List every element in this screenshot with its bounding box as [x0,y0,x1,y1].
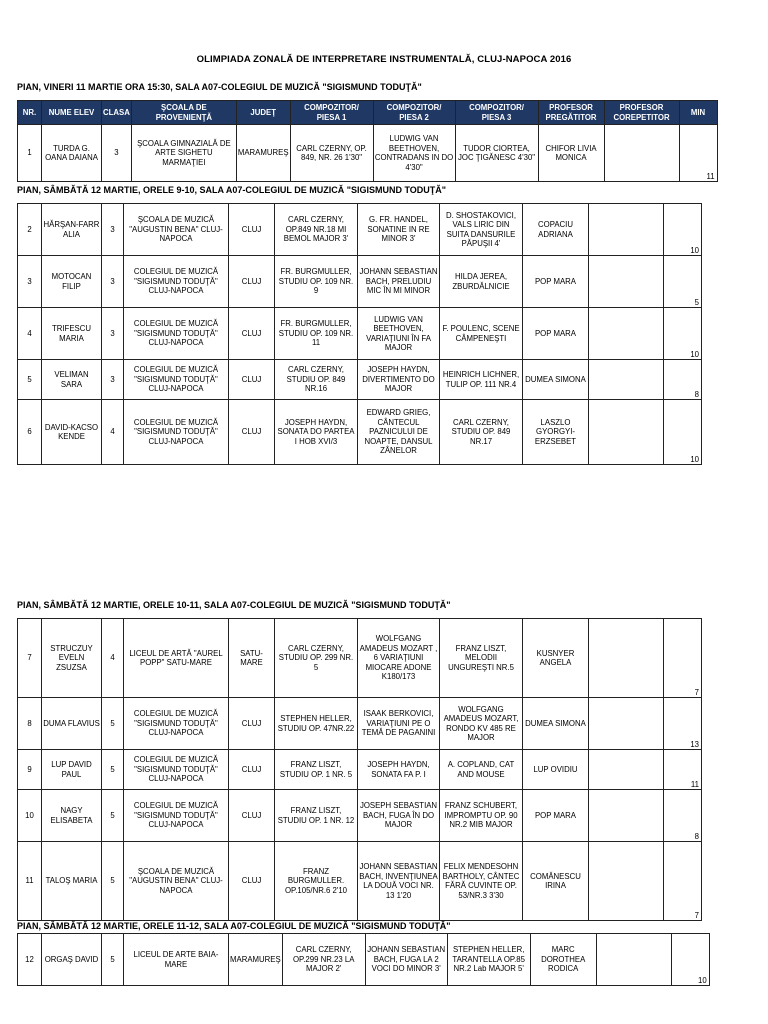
schedule-table-3 [17,618,702,921]
table-row [18,400,702,465]
cell-corepetitor [589,308,664,360]
cell-profesor: COMĂNESCU IRINA [523,842,589,921]
cell-profesor: POP MARA [523,790,589,842]
header-nr: NR. [18,101,42,125]
cell-piesa-1: FR. BURGMULLER, STUDIU OP. 109 NR. 11 [275,308,358,360]
cell-piesa-1: CARL CZERNY, OP.299 NR.23 LA MAJOR 2' [282,934,365,986]
cell-corepetitor [589,360,664,400]
header-judet: JUDEŢ [236,101,290,125]
cell-judet: CLUJ [229,750,275,790]
header-nume: NUME ELEV [42,101,102,125]
cell-piesa-1: FRANZ LISZT, STUDIU OP. 1 NR. 5 [275,750,358,790]
table-row [18,698,702,750]
cell-piesa-3: FELIX MENDESOHN BARTHOLY, CÂNTEC FĂRĂ CUVINTE OP. 53/NR.3 3'30 [440,842,523,921]
cell-nr: 4 [18,308,42,360]
cell-piesa-1: FRANZ LISZT, STUDIU OP. 1 NR. 12 [275,790,358,842]
table-row [18,125,718,182]
cell-scoala: COLEGIUL DE MUZICĂ "SIGISMUND TODUŢĂ" CLUJ-NAPOCA [124,360,229,400]
cell-clasa: 3 [102,256,124,308]
cell-scoala: COLEGIUL DE MUZICĂ "SIGISMUND TODUŢĂ" CLUJ-NAPOCA [124,256,229,308]
cell-scoala: ŞCOALA DE MUZICĂ "AUGUSTIN BENA" CLUJ-NAPOCA [124,842,229,921]
cell-piesa-2: JOHANN SEBASTIAN BACH, FUGA LA 2 VOCI DO MINOR 3' [365,934,447,986]
header-profesor: PROFESOR PREGĂTITOR [538,101,604,125]
table-row [18,619,702,698]
cell-nr: 5 [18,360,42,400]
cell-nr: 8 [18,698,42,750]
cell-piesa-1: FR. BURGMULLER, STUDIU OP. 109 NR. 9 [275,256,358,308]
cell-scoala: LICEUL DE ARTĂ "AUREL POPP" SATU-MARE [124,619,229,698]
header-piesa1: COMPOZITOR/ PIESA 1 [290,101,373,125]
cell-piesa-3: CARL CZERNY, STUDIU OP. 849 NR.17 [440,400,523,465]
cell-judet: MARAMUREŞ [236,125,290,182]
cell-corepetitor [589,842,664,921]
cell-nume-elev: ORGAŞ DAVID [42,934,102,986]
cell-clasa: 3 [102,308,124,360]
cell-judet: CLUJ [229,698,275,750]
cell-clasa: 4 [102,619,124,698]
cell-profesor: LASZLO GYORGYI-ERZSEBET [523,400,589,465]
cell-min: 10 [664,308,702,360]
table-row [18,842,702,921]
cell-scoala: COLEGIUL DE MUZICĂ "SIGISMUND TODUŢĂ" CLUJ-NAPOCA [124,790,229,842]
cell-piesa-3: HEINRICH LICHNER, TULIP OP. 111 NR.4 [440,360,523,400]
header-clasa: CLASA [102,101,132,125]
cell-piesa-1: CARL CZERNY, OP.849 NR.18 MI BEMOL MAJOR 3' [275,204,358,256]
table-row [18,934,710,986]
cell-min: 10 [671,934,709,986]
cell-profesor: CHIFOR LIVIA MONICA [538,125,604,182]
section-heading-2: PIAN, SÂMBĂTĂ 12 MARTIE, ORELE 9-10, SALA A07-COLEGIUL DE MUZICĂ "SIGISMUND TODUŢĂ" [17,185,447,195]
cell-profesor: COPACIU ADRIANA [523,204,589,256]
cell-piesa-3: F. POULENC, SCENE CÂMPENEŞTI [440,308,523,360]
cell-judet: CLUJ [229,204,275,256]
cell-min: 10 [664,400,702,465]
cell-nr: 3 [18,256,42,308]
cell-judet: CLUJ [229,256,275,308]
cell-piesa-3: WOLFGANG AMADEUS MOZART, RONDO KV 485 RE MAJOR [440,698,523,750]
cell-corepetitor [589,698,664,750]
cell-min: 10 [664,204,702,256]
cell-piesa-2: EDWARD GRIEG, CÂNTECUL PAZNICULUI DE NOAPTE, DANSUL ZÂNELOR [358,400,440,465]
cell-nume-elev: DUMA FLAVIUS [42,698,102,750]
schedule-table-4 [17,933,710,986]
cell-min: 5 [664,256,702,308]
cell-nr: 2 [18,204,42,256]
cell-nr: 10 [18,790,42,842]
cell-piesa-1: CARL CZERNY, STUDIU OP. 849 NR.16 [275,360,358,400]
cell-nume-elev: NAGY ELISABETA [42,790,102,842]
section-heading-1: PIAN, VINERI 11 MARTIE ORA 15:30, SALA A07-COLEGIUL DE MUZICĂ "SIGISMUND TODUŢĂ" [17,82,422,92]
cell-min: 13 [664,698,702,750]
cell-piesa-2: JOSEPH HAYDN, DIVERTIMENTO DO MAJOR [358,360,440,400]
cell-profesor: LUP OVIDIU [523,750,589,790]
cell-min: 7 [664,842,702,921]
cell-piesa-1: STEPHEN HELLER, STUDIU OP. 47NR.22 [275,698,358,750]
cell-piesa-2: LUDWIG VAN BEETHOVEN, CONTRADANS IN DO 4'30" [373,125,455,182]
cell-corepetitor [589,256,664,308]
cell-nr: 11 [18,842,42,921]
cell-piesa-1: JOSEPH HAYDN, SONATA DO PARTEA I HOB XVI/3 [275,400,358,465]
cell-clasa: 5 [102,842,124,921]
cell-nr: 6 [18,400,42,465]
header-corepetitor: PROFESOR COREPETITOR [604,101,679,125]
cell-piesa-3: FRANZ LISZT, MELODII UNGUREŞTI NR.5 [440,619,523,698]
cell-clasa: 5 [102,698,124,750]
cell-scoala: ŞCOALA GIMNAZIALĂ DE ARTE SIGHETU MARMAŢIEI [131,125,236,182]
cell-piesa-3: HILDA JEREA, ZBURDĂLNICIE [440,256,523,308]
cell-scoala: LICEUL DE ARTE BAIA-MARE [124,934,229,986]
cell-piesa-3: D. SHOSTAKOVICI, VALS LIRIC DIN SUITA DANSURILE PĂPUŞII 4' [440,204,523,256]
cell-judet: CLUJ [229,360,275,400]
cell-clasa: 5 [102,750,124,790]
cell-profesor: POP MARA [523,256,589,308]
cell-piesa-1: CARL CZERNY, STUDIU OP. 299 NR. 5 [275,619,358,698]
cell-corepetitor [589,750,664,790]
section-heading-4: PIAN, SÂMBĂTĂ 12 MARTIE, ORELE 11-12, SALA A07-COLEGIUL DE MUZICĂ "SIGISMUND TODUŢĂ" [17,921,451,931]
cell-judet: CLUJ [229,400,275,465]
cell-min: 7 [664,619,702,698]
schedule-table-2 [17,203,702,465]
cell-judet: MARAMUREŞ [229,934,283,986]
page-title: OLIMPIADA ZONALĂ DE INTERPRETARE INSTRUMENTALĂ, CLUJ-NAPOCA 2016 [196,54,572,65]
cell-scoala: COLEGIUL DE MUZICĂ "SIGISMUND TODUŢĂ" CLUJ-NAPOCA [124,400,229,465]
cell-corepetitor [589,790,664,842]
cell-profesor: POP MARA [523,308,589,360]
table-row [18,790,702,842]
cell-piesa-2: JOHANN SEBASTIAN BACH, PRELUDIU MIC ÎN MI MINOR [358,256,440,308]
cell-piesa-1: FRANZ BURGMULLER. OP.105/NR.6 2'10 [275,842,358,921]
cell-corepetitor [596,934,671,986]
cell-nr: 7 [18,619,42,698]
cell-clasa: 5 [102,934,124,986]
cell-piesa-2: ISAAK BERKOVICI, VARIAŢIUNI PE O TEMĂ DE PAGANINI [358,698,440,750]
header-piesa3: COMPOZITOR/ PIESA 3 [455,101,538,125]
cell-judet: CLUJ [229,308,275,360]
table-row [18,360,702,400]
cell-profesor: KUSNYER ANGELA [523,619,589,698]
cell-piesa-3: TUDOR CIORTEA, JOC ŢIGĂNESC 4'30" [455,125,538,182]
cell-clasa: 4 [102,400,124,465]
cell-min: 8 [664,360,702,400]
section-heading-3: PIAN, SÂMBĂTĂ 12 MARTIE, ORELE 10-11, SALA A07-COLEGIUL DE MUZICĂ "SIGISMUND TODUŢĂ" [17,600,451,610]
cell-nume-elev: TALOŞ MARIA [42,842,102,921]
cell-piesa-3: FRANZ SCHUBERT, IMPROMPTU OP. 90 NR.2 MIB MAJOR [440,790,523,842]
cell-min: 11 [679,125,717,182]
cell-clasa: 3 [102,204,124,256]
cell-piesa-2: G. FR. HANDEL, SONATINE IN RE MINOR 3' [358,204,440,256]
cell-corepetitor [604,125,679,182]
cell-min: 11 [664,750,702,790]
schedule-table-1 [17,100,718,182]
cell-judet: SATU-MARE [229,619,275,698]
cell-profesor: DUMEA SIMONA [523,360,589,400]
cell-piesa-3: A. COPLAND, CAT AND MOUSE [440,750,523,790]
cell-clasa: 3 [102,125,132,182]
cell-corepetitor [589,619,664,698]
cell-min: 8 [664,790,702,842]
cell-judet: CLUJ [229,842,275,921]
table-row [18,750,702,790]
cell-nume-elev: VELIMAN SARA [42,360,102,400]
cell-nume-elev: HĂRŞAN-FARR ALIA [42,204,102,256]
table-row [18,204,702,256]
cell-nume-elev: MOTOCAN FILIP [42,256,102,308]
cell-piesa-2: JOHANN SEBASTIAN BACH, INVENŢIUNEA LA DOUĂ VOCI NR. 13 1'20 [358,842,440,921]
cell-piesa-2: JOSEPH SEBASTIAN BACH, FUGA ÎN DO MAJOR [358,790,440,842]
cell-nr: 9 [18,750,42,790]
cell-nume-elev: STRUCZUY EVELN ZSUZSA [42,619,102,698]
header-min: MIN [679,101,717,125]
table-header-row [18,101,718,125]
table-row [18,256,702,308]
header-scoala: ŞCOALA DE PROVENIENŢĂ [131,101,236,125]
cell-piesa-3: STEPHEN HELLER, TARANTELLA OP.85 NR.2 Lab MAJOR 5' [447,934,530,986]
table-row [18,308,702,360]
cell-scoala: COLEGIUL DE MUZICĂ "SIGISMUND TODUŢĂ" CLUJ-NAPOCA [124,698,229,750]
cell-judet: CLUJ [229,790,275,842]
header-piesa2: COMPOZITOR/ PIESA 2 [373,101,455,125]
cell-nume-elev: DAVID-KACSO KENDE [42,400,102,465]
cell-nr: 1 [18,125,42,182]
cell-clasa: 5 [102,790,124,842]
cell-profesor: DUMEA SIMONA [523,698,589,750]
cell-scoala: ŞCOALA DE MUZICĂ "AUGUSTIN BENA" CLUJ-NAPOCA [124,204,229,256]
cell-clasa: 3 [102,360,124,400]
cell-profesor: MARC DOROTHEA RODICA [530,934,596,986]
cell-corepetitor [589,400,664,465]
cell-corepetitor [589,204,664,256]
cell-scoala: COLEGIUL DE MUZICĂ "SIGISMUND TODUŢĂ" CLUJ-NAPOCA [124,750,229,790]
cell-nume-elev: LUP DAVID PAUL [42,750,102,790]
cell-piesa-2: JOSEPH HAYDN, SONATA FA P. I [358,750,440,790]
cell-piesa-2: WOLFGANG AMADEUS MOZART , 6 VARIAŢIUNI MIOCARE ADONE K180/173 [358,619,440,698]
cell-scoala: COLEGIUL DE MUZICĂ "SIGISMUND TODUŢĂ" CLUJ-NAPOCA [124,308,229,360]
cell-piesa-2: LUDWIG VAN BEETHOVEN, VARIAŢIUNI ÎN FA MAJOR [358,308,440,360]
cell-nume-elev: TURDA G. OANA DAIANA [42,125,102,182]
cell-nume-elev: TRIFESCU MARIA [42,308,102,360]
cell-nr: 12 [18,934,42,986]
cell-piesa-1: CARL CZERNY, OP. 849, NR. 26 1'30" [290,125,373,182]
